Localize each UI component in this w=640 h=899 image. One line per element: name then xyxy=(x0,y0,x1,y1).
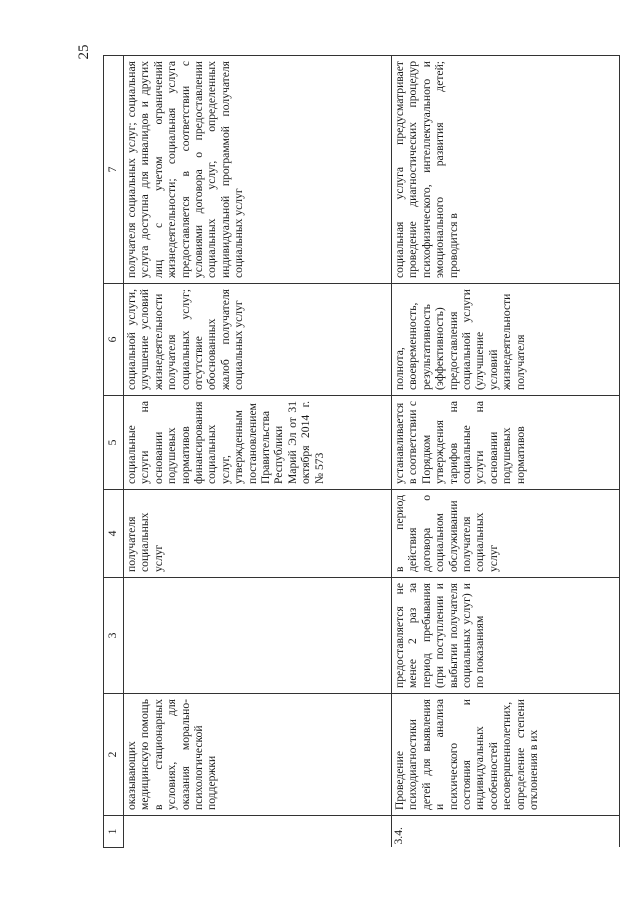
header-cell: 2 xyxy=(104,694,124,816)
header-cell: 4 xyxy=(104,490,124,578)
header-cell: 5 xyxy=(104,396,124,490)
service-quality-cell: полнота, своевременность, результативность (эффективность) предоставления социальной услуги (улучшение условий жизнедеятельности получателя xyxy=(392,284,620,396)
table-rotated-container xyxy=(103,56,618,848)
row-number: 3.4. xyxy=(392,816,620,848)
service-tariff-cell: устанавливается в соответствии с Порядком утверждения тарифов на социальные услуги на основании подушевых нормативов xyxy=(392,396,620,490)
service-conditions-cell: получателя социальных услуг; социальная услуга доступна для инвалидов и других лиц с учетом ограничений жизнедеятельности; социальная услуга предоставляется в соответствии с условиями договора о предоставлении социальных услуг, определенных индивидуальной программой получателя социальных услуг xyxy=(124,56,392,284)
service-tariff-cell: социальные услуги на основании подушевых нормативов финансирования социальных услуг, утвержденным постановлением Правительства Республики Марий Эл от 31 октября 2014 г. № 573 xyxy=(124,396,392,490)
service-frequency-cell: предоставляется не менее 2 раз за период пребывания (при поступлении и выбытии получателя социальных услуг) и по показаниям xyxy=(392,578,620,694)
table-row xyxy=(124,56,392,848)
header-cell: 7 xyxy=(104,56,124,284)
row-number xyxy=(124,816,392,848)
service-name-cell: Проведение психодиагностики детей для выявления и анализа психического состояния и индивидуальных особенностей несовершеннолетних, определение степени отклонения в их xyxy=(392,694,620,816)
table-row xyxy=(392,56,620,848)
service-quality-cell: социальной услуги, улучшение условий жизнедеятельности получателя социальных услуг; отсутствие обоснованных жалоб получателя социальных услуг xyxy=(124,284,392,396)
service-term-cell: в период действия договора о социальном обслуживании получателя социальных услуг xyxy=(392,490,620,578)
service-term-cell: получателя социальных услуг xyxy=(124,490,392,578)
service-frequency-cell xyxy=(124,578,392,694)
service-name-cell: оказывающих медицинскую помощь в стационарных условиях, для оказания морально-психологической поддержки xyxy=(124,694,392,816)
service-conditions-cell: социальная услуга предусматривает проведение диагностических процедур психофизического, интеллектуального и эмоционального развития детей; проводится в xyxy=(392,56,620,284)
services-table xyxy=(103,55,620,848)
header-cell: 6 xyxy=(104,284,124,396)
table-header-row xyxy=(104,56,124,848)
header-cell: 1 xyxy=(104,816,124,848)
page-number: 25 xyxy=(76,44,92,60)
header-cell: 3 xyxy=(104,578,124,694)
